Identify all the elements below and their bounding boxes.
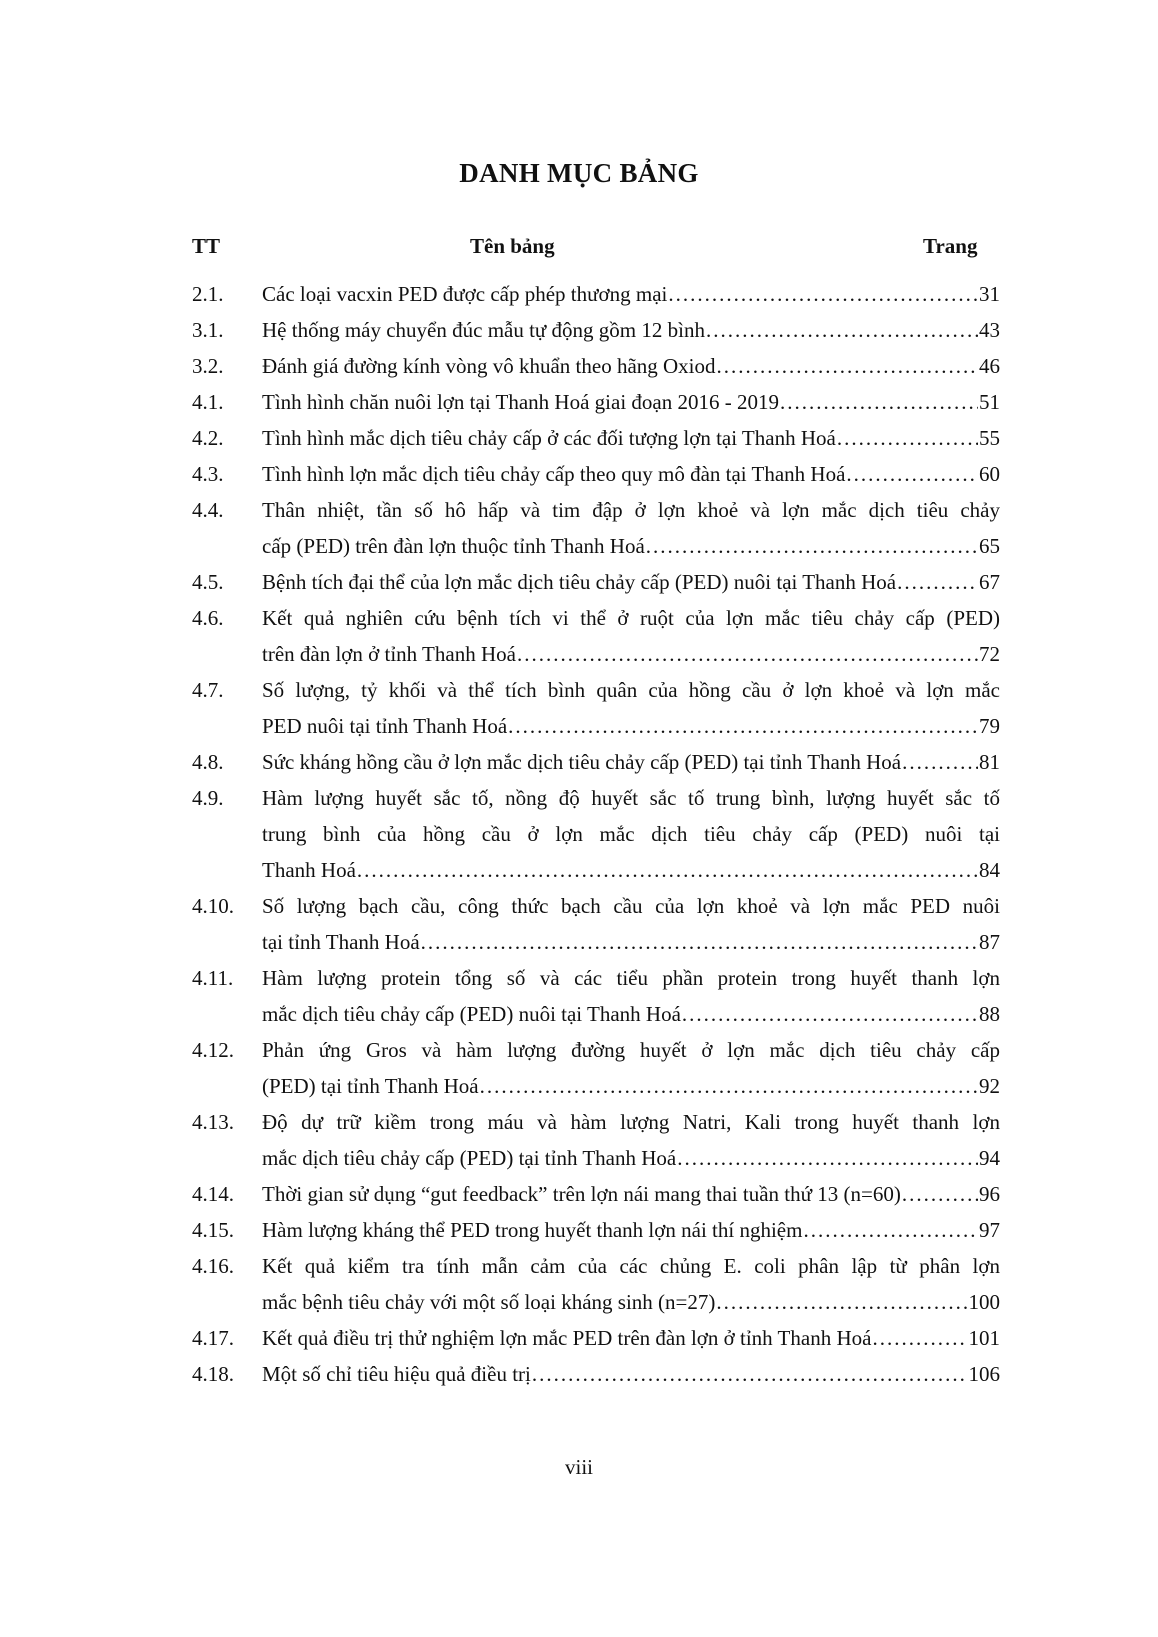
table-title [262,1032,1000,1104]
table-title [262,744,1000,780]
table-number: 4.5. [192,570,224,594]
page-ref: 65 [979,534,1000,558]
title-line: Kết quả nghiên cứu bệnh tích vi thể ở ruột của lợn mắc tiêu chảy cấp (PED) [262,606,1000,630]
title-line: Phản ứng Gros và hàm lượng đường huyết ở lợn mắc dịch tiêu chảy cấp [262,1038,1000,1062]
title-text: mắc bệnh tiêu chảy với một số loại kháng sinh (n=27) [262,1290,716,1314]
table-header [0,234,1158,264]
table-number: 4.10. [192,894,234,918]
table-title [262,492,1000,564]
table-title [262,276,1000,312]
page-ref: 31 [979,282,1000,306]
title-line-with-page [262,456,1000,492]
list-item [0,564,1158,600]
table-title [262,564,1000,600]
page-ref: 79 [979,714,1000,738]
dot-leader [716,1284,967,1320]
dot-leader [902,744,978,780]
table-title [262,1356,1000,1392]
table-title [262,780,1000,888]
list-item [0,1176,1158,1212]
table-number: 4.1. [192,390,224,414]
title-text: Tình hình lợn mắc dịch tiêu chảy cấp theo quy mô đàn tại Thanh Hoá [262,462,846,486]
dot-leader [872,1320,967,1356]
table-title [262,312,1000,348]
table-number: 4.8. [192,750,224,774]
table-list [0,276,1158,1392]
page-ref: 92 [979,1074,1000,1098]
dot-leader [646,528,978,564]
list-item [0,348,1158,384]
dot-leader [837,420,978,456]
title-text: (PED) tại tỉnh Thanh Hoá [262,1074,479,1098]
title-text: Đánh giá đường kính vòng vô khuẩn theo hãng Oxiod [262,354,716,378]
dot-leader [682,996,978,1032]
title-text: mắc dịch tiêu chảy cấp (PED) tại tỉnh Thanh Hoá [262,1146,677,1170]
title-text: trên đàn lợn ở tỉnh Thanh Hoá [262,642,516,666]
table-title [262,960,1000,1032]
dot-leader [677,1140,978,1176]
title-text: Hệ thống máy chuyển đúc mẫu tự động gồm 12 bình [262,318,705,342]
title-line-with-page [262,276,1000,312]
header-tt: TT [192,234,221,258]
list-item [0,1320,1158,1356]
title-text: Thanh Hoá [262,858,356,882]
title-line: Hàm lượng huyết sắc tố, nồng độ huyết sắc tố trung bình, lượng huyết sắc tố [262,786,1000,810]
title-line-with-page [262,1356,1000,1392]
page-ref: 97 [979,1218,1000,1242]
list-item [0,1212,1158,1248]
page-ref: 84 [979,858,1000,882]
page-ref: 67 [979,570,1000,594]
list-item [0,492,1158,564]
list-item [0,744,1158,780]
page-ref: 100 [968,1290,1000,1314]
list-item [0,1032,1158,1104]
table-number: 3.2. [192,354,224,378]
title-text: Tình hình mắc dịch tiêu chảy cấp ở các đối tượng lợn tại Thanh Hoá [262,426,836,450]
page-ref: 51 [979,390,1000,414]
dot-leader [846,456,978,492]
list-item [0,420,1158,456]
title-line-with-page [262,924,1000,960]
page-ref: 46 [979,354,1000,378]
dot-leader [897,564,978,600]
title-text: Sức kháng hồng cầu ở lợn mắc dịch tiêu chảy cấp (PED) tại tỉnh Thanh Hoá [262,750,902,774]
title-text: Thời gian sử dụng “gut feedback” trên lợn nái mang thai tuần thứ 13 (n=60) [262,1182,901,1206]
dot-leader [717,348,978,384]
table-number: 4.14. [192,1182,234,1206]
table-number: 4.16. [192,1254,234,1278]
title-line: Số lượng bạch cầu, công thức bạch cầu của lợn khoẻ và lợn mắc PED nuôi [262,894,1000,918]
title-line-with-page [262,1320,1000,1356]
list-item [0,960,1158,1032]
title-line-with-page [262,1212,1000,1248]
table-title [262,888,1000,960]
title-line: Hàm lượng protein tổng số và các tiểu phần protein trong huyết thanh lợn [262,966,1000,990]
table-title [262,348,1000,384]
title-line-with-page [262,996,1000,1032]
dot-leader [480,1068,978,1104]
dot-leader [508,708,978,744]
table-number: 4.6. [192,606,224,630]
list-item [0,780,1158,888]
page-ref: 87 [979,930,1000,954]
dot-leader [902,1176,978,1212]
title-line-with-page [262,312,1000,348]
title-line-with-page [262,708,1000,744]
table-title [262,1212,1000,1248]
list-item [0,1248,1158,1320]
table-number: 4.12. [192,1038,234,1062]
title-line: trung bình của hồng cầu ở lợn mắc dịch tiêu chảy cấp (PED) nuôi tại [262,822,1000,846]
table-number: 4.11. [192,966,234,990]
table-title [262,420,1000,456]
page-ref: 55 [979,426,1000,450]
table-number: 4.3. [192,462,224,486]
dot-leader [706,312,978,348]
title-line-with-page [262,1068,1000,1104]
page-ref: 101 [968,1326,1000,1350]
title-text: mắc dịch tiêu chảy cấp (PED) nuôi tại Thanh Hoá [262,1002,681,1026]
page-ref: 81 [979,750,1000,774]
title-line-with-page [262,1176,1000,1212]
table-title [262,1248,1000,1320]
title-text: Kết quả điều trị thử nghiệm lợn mắc PED trên đàn lợn ở tỉnh Thanh Hoá [262,1326,872,1350]
list-item [0,312,1158,348]
title-line-with-page [262,420,1000,456]
page-ref: 106 [968,1362,1000,1386]
title-text: tại tỉnh Thanh Hoá [262,930,420,954]
table-number: 4.9. [192,786,224,810]
table-title [262,672,1000,744]
table-title [262,1104,1000,1176]
list-item [0,1104,1158,1176]
title-line-with-page [262,564,1000,600]
list-item [0,600,1158,672]
title-line-with-page [262,744,1000,780]
title-line-with-page [262,852,1000,888]
title-line-with-page [262,1140,1000,1176]
page-ref: 43 [979,318,1000,342]
title-text: Bệnh tích đại thể của lợn mắc dịch tiêu chảy cấp (PED) nuôi tại Thanh Hoá [262,570,897,594]
page-title: DANH MỤC BẢNG [459,158,699,188]
title-line: Số lượng, tỷ khối và thể tích bình quân của hồng cầu ở lợn khoẻ và lợn mắc [262,678,1000,702]
title-line-with-page [262,1284,1000,1320]
title-text: Tình hình chăn nuôi lợn tại Thanh Hoá giai đoạn 2016 - 2019 [262,390,779,414]
table-number: 4.4. [192,498,224,522]
page-ref: 88 [979,1002,1000,1026]
title-line: Kết quả kiểm tra tính mẫn cảm của các chủng E. coli phân lập từ phân lợn [262,1254,1000,1278]
page-ref: 96 [979,1182,1000,1206]
list-item [0,672,1158,744]
header-table-name: Tên bảng [470,234,555,258]
title-line-with-page [262,348,1000,384]
list-item [0,384,1158,420]
dot-leader [780,384,978,420]
list-item [0,276,1158,312]
dot-leader [668,276,978,312]
list-item [0,888,1158,960]
dot-leader [517,636,978,672]
list-item [0,456,1158,492]
table-title [262,456,1000,492]
title-text: Hàm lượng kháng thể PED trong huyết thanh lợn nái thí nghiệm [262,1218,803,1242]
title-text: Một số chỉ tiêu hiệu quả điều trị [262,1362,531,1386]
table-number: 4.18. [192,1362,234,1386]
title-line: Thân nhiệt, tần số hô hấp và tim đập ở lợn khoẻ và lợn mắc dịch tiêu chảy [262,498,1000,522]
page-number: viii [564,1455,593,1479]
dot-leader [421,924,978,960]
table-number: 4.7. [192,678,224,702]
dot-leader [532,1356,968,1392]
table-number: 4.2. [192,426,224,450]
table-title [262,1176,1000,1212]
table-title [262,1320,1000,1356]
title-text: cấp (PED) trên đàn lợn thuộc tỉnh Thanh Hoá [262,534,645,558]
page-ref: 60 [979,462,1000,486]
page-ref: 94 [979,1146,1000,1170]
table-number: 3.1. [192,318,224,342]
table-number: 4.17. [192,1326,234,1350]
table-number: 4.13. [192,1110,234,1134]
table-title [262,384,1000,420]
page-ref: 72 [979,642,1000,666]
title-line-with-page [262,636,1000,672]
table-title [262,600,1000,672]
table-number: 2.1. [192,282,224,306]
title-line: Độ dự trữ kiềm trong máu và hàm lượng Natri, Kali trong huyết thanh lợn [262,1110,1000,1134]
title-text: Các loại vacxin PED được cấp phép thương mại [262,282,668,306]
list-item [0,1356,1158,1392]
title-line-with-page [262,384,1000,420]
dot-leader [803,1212,978,1248]
header-page: Trang [923,234,978,258]
title-line-with-page [262,528,1000,564]
table-number: 4.15. [192,1218,234,1242]
dot-leader [357,852,978,888]
title-text: PED nuôi tại tỉnh Thanh Hoá [262,714,508,738]
